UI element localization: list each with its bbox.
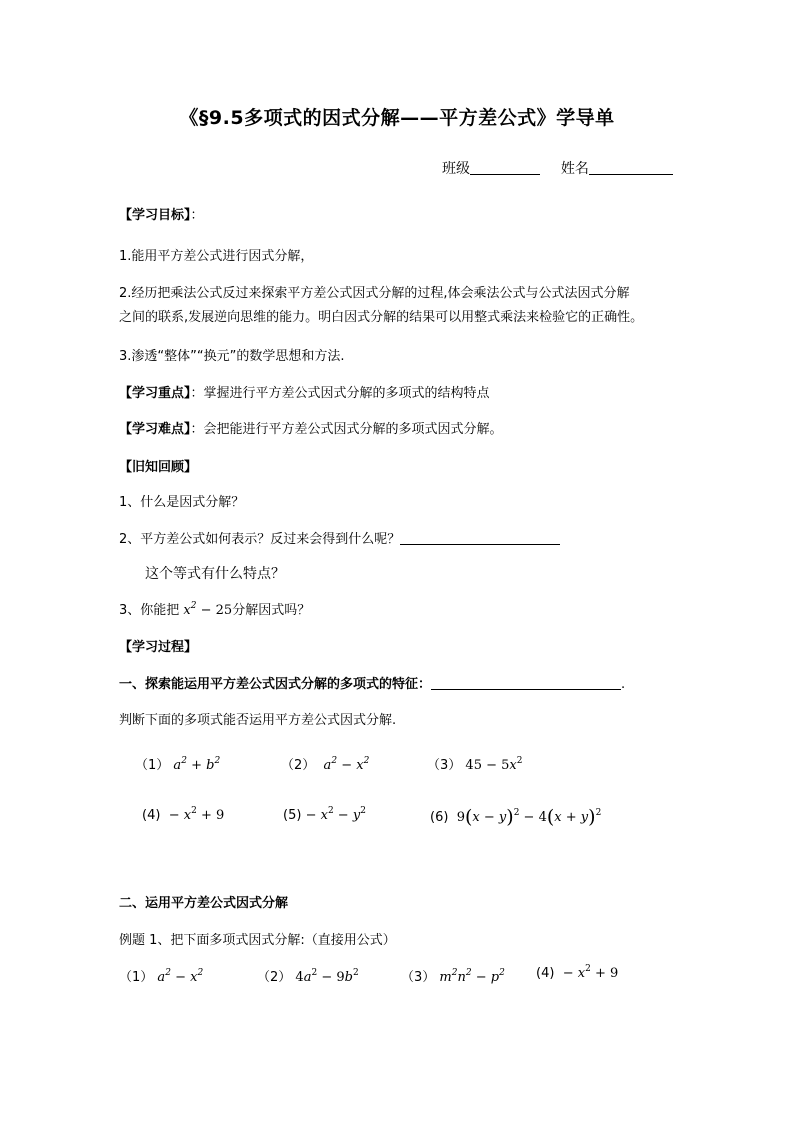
judge-label-3: （3）	[427, 758, 462, 773]
process-heading: 【学习过程】	[119, 640, 198, 655]
review-q3-expression: $x^2$	[183, 601, 197, 618]
review-q3-line: 3、你能把 $x^2 - 25$分解因式吗？	[119, 601, 311, 618]
name-label: 姓名	[560, 161, 589, 177]
example1-text: 例题 1、把下面多项式因式分解:（直接用公式）	[119, 933, 396, 948]
review-q2-blank[interactable]	[400, 530, 560, 545]
part1-title: 一、探索能运用平方差公式因式分解的多项式的特征：	[119, 677, 432, 692]
example-label-3: （3）	[401, 970, 436, 985]
difficulty-text: ：会把能进行平方差公式因式分解的多项式因式分解。	[190, 422, 503, 437]
key-point-line	[119, 382, 490, 401]
example-expr-1: $a^2 - x^2$	[157, 968, 204, 985]
example-expr-3: $m^2n^2 - p^2$	[439, 968, 505, 985]
judge-label-5: (5)	[283, 808, 302, 823]
class-label: 班级	[442, 161, 470, 177]
part1-period: .	[621, 677, 626, 692]
review-heading: 【旧知回顾】	[119, 460, 198, 475]
judge-expr-3: $45 - 5x^2$	[465, 756, 523, 773]
judge-expr-1: $a^2 + b^2$	[173, 756, 221, 773]
example-item-3	[401, 966, 505, 985]
part1-line	[119, 673, 625, 692]
objectives-heading: 【学习目标】	[119, 208, 191, 223]
judge-item-1	[135, 754, 220, 773]
objective-3: 3.渗透“整体”“换元”的数学思想和方法.	[119, 349, 345, 364]
judge-item-4	[142, 808, 224, 823]
review-q1: 1、什么是因式分解？	[119, 495, 245, 510]
example-label-2: （2）	[257, 970, 292, 985]
review-q3-suffix: 分解因式吗？	[232, 603, 311, 618]
objectives-colon: ：	[190, 208, 204, 223]
difficulty-line	[119, 418, 503, 437]
example-expr-2: $4a^2 - 9b^2$	[295, 968, 359, 985]
judge-expr-5: − $x^2 - y^2$	[305, 806, 366, 823]
judge-expr-6: $9(x - y)^2 - 4(x + y)^2$	[452, 806, 602, 828]
objectives-heading-line	[119, 204, 204, 223]
key-point-heading: 【学习重点】	[119, 386, 191, 401]
part1-blank[interactable]	[431, 675, 621, 690]
review-q3-prefix: 3、你能把	[119, 603, 180, 618]
review-q2-line	[119, 528, 560, 547]
judge-expr-2: $a^2 - x^2$	[319, 756, 370, 773]
difficulty-heading: 【学习难点】	[119, 422, 191, 437]
judge-instruction: 判断下面的多项式能否运用平方差公式因式分解.	[119, 713, 397, 728]
objective-2-line2: 之间的联系,发展逆向思维的能力。明白因式分解的结果可以用整式乘法来检验它的正确性。	[119, 310, 644, 325]
judge-item-2	[281, 754, 369, 773]
judge-label-6: (6)	[430, 810, 449, 825]
judge-label-2: （2）	[281, 758, 316, 773]
part2-title: 二、运用平方差公式因式分解	[119, 896, 289, 911]
key-point-text: ：掌握进行平方差公式因式分解的多项式的结构特点	[190, 386, 490, 401]
review-q2: 2、平方差公式如何表示？反过来会得到什么呢？	[119, 532, 401, 547]
objective-1: 1.能用平方差公式进行因式分解，	[119, 249, 314, 264]
class-name-line	[442, 158, 673, 178]
judge-label-4: (4)	[142, 808, 161, 823]
judge-item-5	[283, 808, 366, 823]
class-blank[interactable]	[470, 160, 540, 175]
example-expr-4: − $x^2 + 9$	[558, 964, 619, 981]
example-item-1	[119, 966, 203, 985]
example-item-4	[536, 966, 618, 981]
judge-item-3	[427, 754, 522, 773]
page-title: 《§9.5多项式的因式分解——平方差公式》学导单	[179, 107, 615, 129]
example-label-4: (4)	[536, 966, 555, 981]
objective-2-line1: 2.经历把乘法公式反过来探索平方差公式因式分解的过程,体会乘法公式与公式法因式分解	[119, 286, 630, 301]
name-blank[interactable]	[589, 160, 673, 175]
judge-expr-4: − $x^2 + 9$	[164, 806, 225, 823]
example-label-1: （1）	[119, 970, 154, 985]
review-q2-sub: 这个等式有什么特点？	[145, 566, 285, 582]
judge-label-1: （1）	[135, 758, 170, 773]
example-item-2	[257, 966, 359, 985]
judge-item-6	[430, 806, 601, 828]
